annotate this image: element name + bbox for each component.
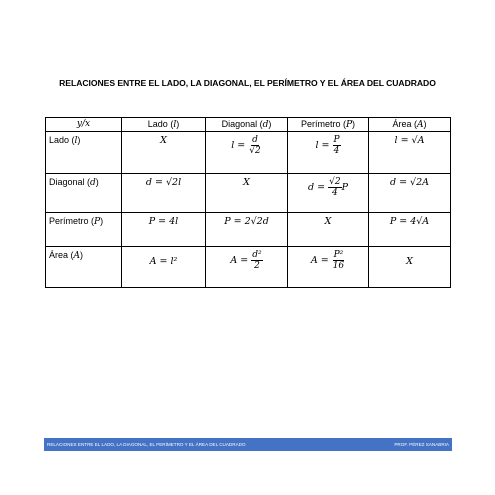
row-header-area: Área (A)	[46, 247, 122, 288]
corner-cell: y/x	[46, 118, 122, 132]
cell-r3c4: P = 4√A	[369, 213, 451, 247]
cell-r3c3: X	[288, 213, 369, 247]
cell-r1c4: l = √A	[369, 132, 451, 174]
col-header-diagonal: Diagonal (d)	[206, 118, 288, 132]
table-row	[46, 174, 451, 213]
relations-table	[45, 117, 451, 288]
cell-r4c2: A = $\frac{\text{d²}}{2}$	[206, 247, 288, 288]
col-header-area: Área (A)	[369, 118, 451, 132]
col-header-perimetro: Perímetro (P)	[288, 118, 369, 132]
cell-r4c1: A = l²	[122, 247, 206, 288]
col-header-lado: Lado (l)	[122, 118, 206, 132]
cell-r1c1: X	[122, 132, 206, 174]
header-row	[46, 118, 451, 132]
footer-author: PROF. PÉREZ SANABRIA	[394, 442, 449, 447]
cell-r2c1: d = √2l	[122, 174, 206, 213]
footer-title: RELACIONES ENTRE EL LADO, LA DIAGONAL, EL PERÍMETRO Y EL ÁREA DEL CUADRADO	[47, 442, 246, 447]
cell-r4c4: X	[369, 247, 451, 288]
cell-r1c3: l = $\frac{P}{4}$	[288, 132, 369, 174]
cell-r1c2: l = $\frac{d}{√2}$	[206, 132, 288, 174]
cell-r3c2: P = 2√2d	[206, 213, 288, 247]
row-header-diagonal: Diagonal (d)	[46, 174, 122, 213]
table-row	[46, 247, 451, 288]
table-row	[46, 213, 451, 247]
cell-r3c1: P = 4l	[122, 213, 206, 247]
cell-r4c3: A = $\frac{\text{P²}}{16}$	[288, 247, 369, 288]
row-header-perimetro: Perímetro (P)	[46, 213, 122, 247]
row-header-lado: Lado (l)	[46, 132, 122, 174]
cell-r2c2: X	[206, 174, 288, 213]
table-row	[46, 132, 451, 174]
footer-bar	[44, 438, 452, 451]
cell-r2c3: d = $\frac{√2}{4}$ P	[288, 174, 369, 213]
cell-r2c4: d = √2A	[369, 174, 451, 213]
page-title: RELACIONES ENTRE EL LADO, LA DIAGONAL, EL PERÍMETRO Y EL ÁREA DEL CUADRADO	[59, 78, 436, 88]
